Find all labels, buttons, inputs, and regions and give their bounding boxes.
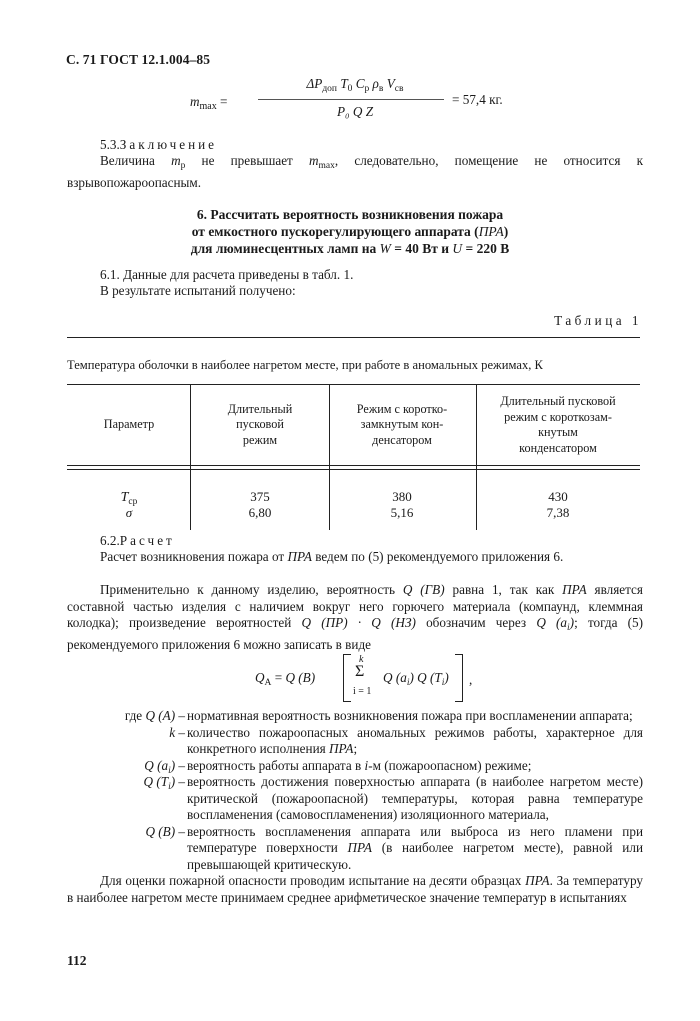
definition-item: Q (B) – вероятность воспламенения аппарата или выброса из него пламени при температуре поверхности ПРА (в наиболее нагретом месте), равной или превышающей критическую. [145,823,644,872]
sum-upper-limit: k [359,654,364,665]
fraction-bar [258,99,444,100]
table-cell: 6,80 [248,505,272,520]
closing-paragraph: Для оценки пожарной опасности проводим испытание на десяти образцах ПРА. За температуру в наиболее нагретом месте принимаем среднее арифметическое значение температур в испытаниях [67,873,643,905]
table-cell: 7,38 [546,505,570,520]
table-cell: 375 [250,489,270,504]
table-col-header-long-start: Длительный пусковой режим [227,401,293,447]
table-col-header-param: Параметр [103,417,155,432]
section-6-title: 6. Рассчитать вероятность возникновения пожара от емкостного пускорегулирующего аппарата (ПРА) для люминесцентных ламп на W = 40 Вт и U = 220 В [190,207,510,256]
section-5-3-text: Величина $m_р$ не превышает $m_{max}$, следовательно, помещение не относится к взрывопожароопасным. [67,153,643,190]
table-cell: 430 [548,489,568,504]
table-col-header-short-cap: Режим с коротко- замкнутым кон- денсатором [356,401,448,447]
table-header-double-rule [67,465,640,470]
formula-qa-comma: , [469,672,473,687]
table-row-param: σ [125,505,133,520]
table-cell: 380 [392,489,412,504]
formula-qa-lhs: $Q_А = Q$ (B) [255,670,316,688]
table-header [0,384,700,466]
left-bracket [343,654,351,702]
section-6-2-heading: 6.2.Расчет [100,533,175,548]
sum-symbol: Σ [355,663,365,680]
section-5-3-heading: 5.3.Заключение [100,137,218,152]
page-number: 112 [67,953,87,968]
table-subtitle: Температура оболочки в наиболее нагретом месте, при работе в аномальных режимах, К [67,358,543,372]
formula-mmax-lhs: $m_{max}$ = [190,94,228,112]
definition-item: k – количество пожароопасных аномальных режимов работы, характерное для конкретного исполнения ПРА; [169,724,643,756]
section-6-1-line1: 6.1. Данные для расчета приведены в табл. 1. [100,267,354,282]
definition-item: Q $(T_i)$ – вероятность достижения поверхностью аппарата (в наиболее нагретом месте) критической (пожароопасной) температуры, которая равна температуре воспламенения (самовоспламенения) изоляционного материала, [143,774,643,822]
formula-qa [255,650,515,710]
definition-item: Q $(a_i)$ – вероятность работы аппарата в i-м (пожароопасном) режиме; [144,757,532,776]
section-6-2-paragraph2: Применительно к данному изделию, вероятность Q (ГВ) равна 1, так как ПРА является составной частью изделия с наличием вокруг него горючего материала (компаунд, клеммная колодка); произведение вероятностей Q (ПР) · Q (НЗ) обозначим через Q $(a_i)$; тогда (5) рекомендуемого приложения 6 можно записать в виде [67,582,644,652]
table-caption: Таблица 1 [554,313,642,328]
formula-mmax-denominator: P₀ Q Z [336,104,374,119]
table-row-param: $T_{ср}$ [120,490,138,507]
formula-mmax-numerator: $\Delta P_{доп}$ $T_0$ $C_р$ $\rho_в$ $V_{св}$ [306,76,404,94]
table-col-header-long-start-short-cap: Длительный пусковой режим с короткозам- кнутым конденсатором [500,394,616,455]
section-6-2-paragraph1: Расчет возникновения пожара от ПРА ведем по (5) рекомендуемого приложения 6. [100,549,564,564]
sum-lower-limit: i = 1 [353,686,372,697]
definitions-list [67,708,643,873]
formula-mmax-result: = 57,4 кг. [452,92,503,107]
table-cell: 5,16 [390,505,414,520]
definition-item: где Q (A) – нормативная вероятность возникновения пожара при воспламенении аппарата; [124,708,633,723]
section-6-1-line2: В результате испытаний получено: [100,283,296,298]
page-header: С. 71 ГОСТ 12.1.004–85 [66,52,211,67]
table-top-rule [67,337,640,338]
formula-mmax [190,76,530,126]
right-bracket [455,654,463,702]
formula-qa-term: Q $(a_i)$ Q $(T_i)$ [383,670,449,688]
